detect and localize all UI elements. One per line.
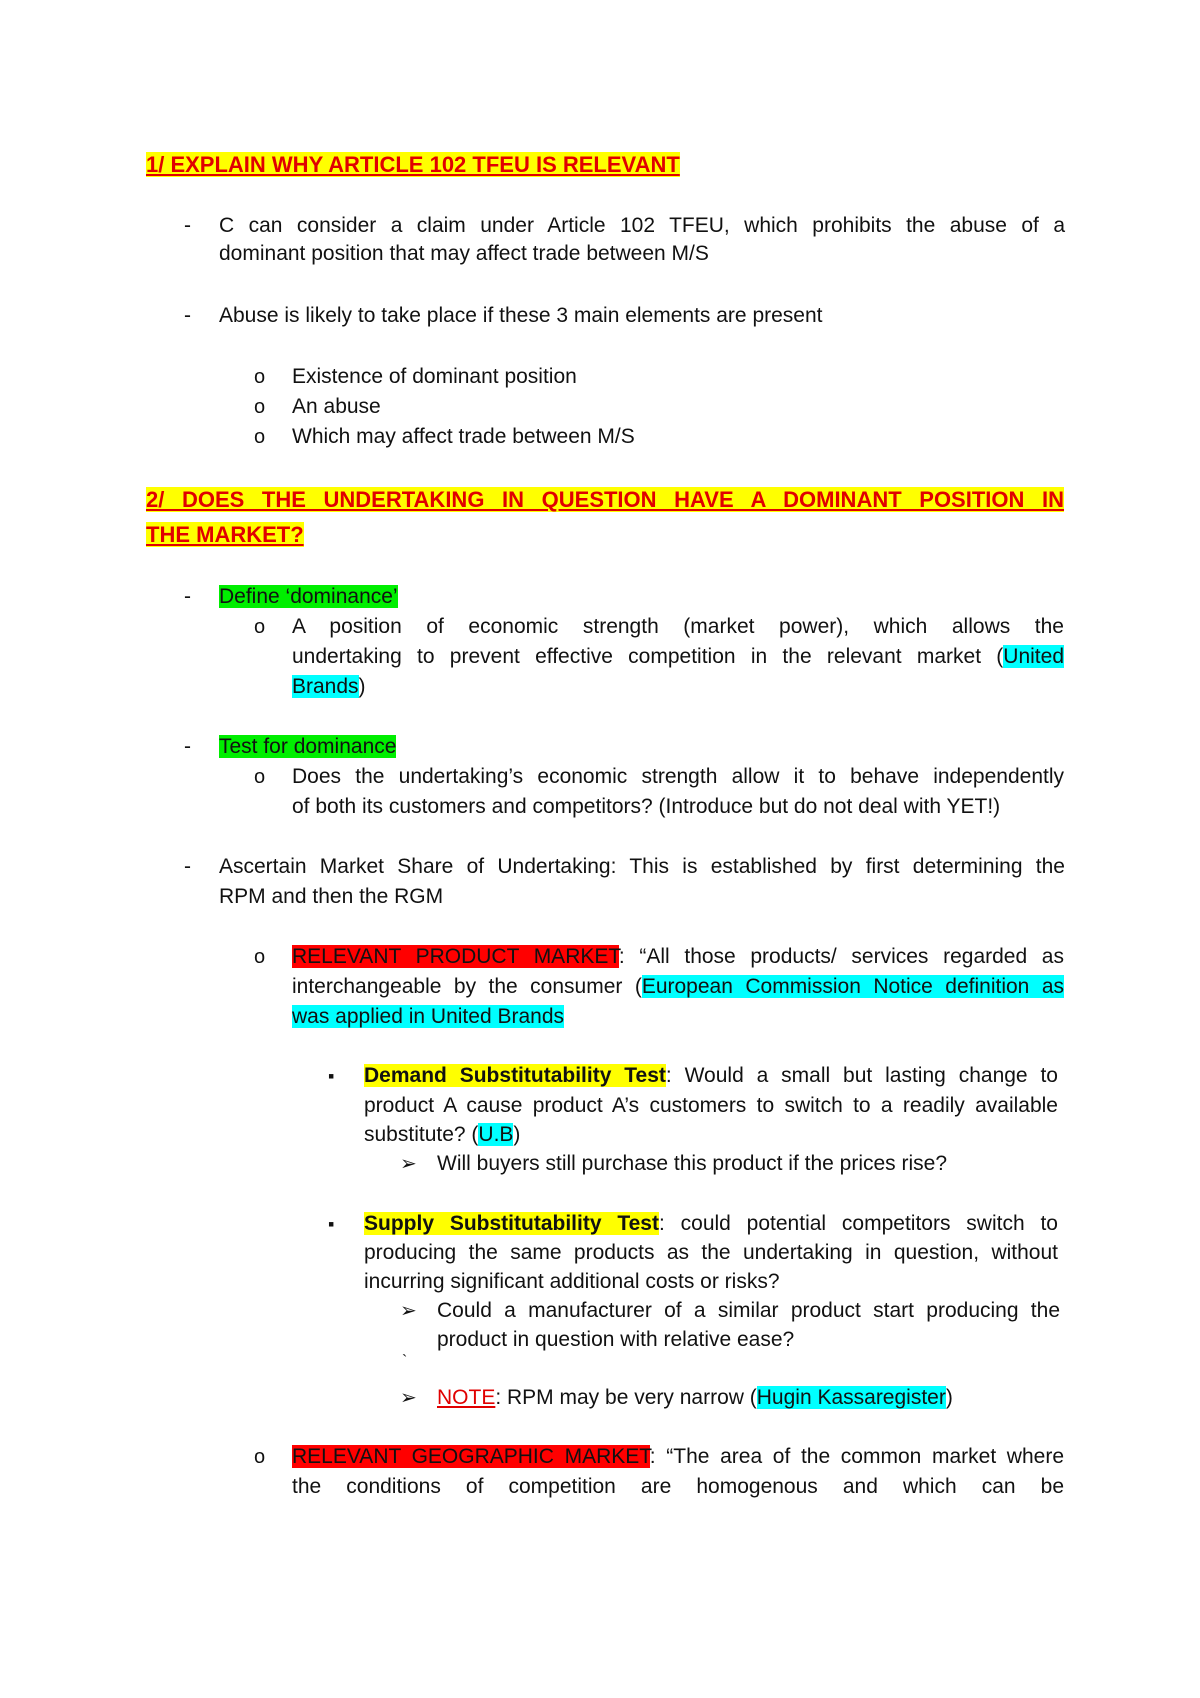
circle-bullet: o (254, 766, 266, 788)
text-span: ) (358, 675, 366, 698)
circle-bullet: o (254, 946, 266, 968)
paragraph-line: producing the same products as the undertaking in question, without (364, 1241, 1058, 1264)
dash-bullet: - (184, 735, 191, 758)
dash-bullet: - (184, 585, 191, 608)
text-span: : RPM may be very narrow ( (495, 1386, 757, 1409)
test-label-text: Test for dominance (219, 735, 397, 758)
square-bullet: ▪ (328, 1214, 335, 1234)
supply-label: Supply Substitutability Test (364, 1212, 659, 1235)
case-highlight: U.B (478, 1123, 514, 1146)
paragraph-line: dominant position that may affect trade between M/S (219, 242, 709, 265)
rgm-label: RELEVANT GEOGRAPHIC MARKET (292, 1445, 650, 1468)
paragraph-line (364, 1062, 1058, 1090)
heading-2-line-2 (146, 520, 304, 550)
arrow-bullet: ➢ (400, 1300, 417, 1322)
paragraph-line (292, 1443, 1064, 1471)
paragraph-line (364, 1210, 1058, 1238)
text-span: ) (513, 1123, 521, 1146)
circle-bullet: o (254, 426, 266, 448)
paragraph-line: Abuse is likely to take place if these 3 main elements are present (219, 304, 823, 327)
paragraph-line: Will buyers still purchase this product if the prices rise? (437, 1152, 948, 1175)
paragraph-line (364, 1121, 520, 1149)
case-highlight: Hugin Kassaregister (756, 1386, 946, 1409)
paragraph-line: of both its customers and competitors? (Introduce but do not deal with YET!) (292, 795, 1001, 818)
list-item: An abuse (292, 395, 381, 418)
heading-1 (146, 150, 680, 180)
dash-bullet: - (184, 214, 191, 237)
text-span: : Would a small but lasting change to (665, 1064, 1058, 1087)
list-item: Which may affect trade between M/S (292, 425, 635, 448)
rpm-label: RELEVANT PRODUCT MARKET (292, 945, 619, 968)
dash-bullet: - (184, 855, 191, 878)
paragraph-line: product A cause product A’s customers to switch to a readily available (364, 1094, 1058, 1117)
paragraph-line: A position of economic strength (market power), which allows the (292, 615, 1064, 638)
stray-mark: ` (402, 1353, 408, 1370)
paragraph-line (437, 1384, 953, 1412)
circle-bullet: o (254, 616, 266, 638)
case-highlight: European Commission Notice definition as (641, 975, 1064, 998)
list-item: Existence of dominant position (292, 365, 577, 388)
paragraph-line (292, 1003, 564, 1031)
text-span: : “All those products/ services regarded as (618, 945, 1064, 968)
paragraph-line: the conditions of competition are homogenous and which can be (292, 1475, 1064, 1498)
paragraph-line: Does the undertaking’s economic strength allow it to behave independently (292, 765, 1064, 788)
heading-2-text: THE MARKET? (146, 522, 304, 547)
note-label: NOTE (437, 1386, 496, 1409)
paragraph-line: RPM and then the RGM (219, 885, 444, 908)
heading-1-text: 1/ EXPLAIN WHY ARTICLE 102 TFEU IS RELEVANT (146, 152, 680, 177)
case-highlight: was applied in United Brands (292, 1005, 564, 1028)
dash-bullet: - (184, 304, 191, 327)
test-label (219, 733, 396, 761)
arrow-bullet: ➢ (400, 1387, 417, 1409)
text-span: interchangeable by the consumer ( (292, 975, 642, 998)
text-span: : “The area of the common market where (649, 1445, 1064, 1468)
text-span: : could potential competitors switch to (658, 1212, 1058, 1235)
case-highlight: United (1003, 645, 1064, 668)
text-span: undertaking to prevent effective competition in the relevant market ( (292, 645, 1004, 668)
text-span: ) (945, 1386, 953, 1409)
paragraph-line: Could a manufacturer of a similar product start producing the (437, 1299, 1060, 1322)
square-bullet: ▪ (328, 1066, 335, 1086)
demand-label: Demand Substitutability Test (364, 1064, 666, 1087)
paragraph-line (292, 973, 1064, 1001)
paragraph-line (292, 643, 1064, 671)
paragraph-line (292, 943, 1064, 971)
paragraph-line: product in question with relative ease? (437, 1328, 795, 1351)
paragraph-line: incurring significant additional costs or risks? (364, 1270, 780, 1293)
heading-2-line-1 (146, 485, 1064, 515)
circle-bullet: o (254, 396, 266, 418)
arrow-bullet: ➢ (400, 1153, 417, 1175)
case-highlight: Brands (292, 675, 359, 698)
paragraph-line (292, 673, 366, 701)
circle-bullet: o (254, 1446, 266, 1468)
define-label-text: Define ‘dominance’ (219, 585, 398, 608)
paragraph-line: C can consider a claim under Article 102 TFEU, which prohibits the abuse of a (219, 214, 1065, 237)
text-span: substitute? ( (364, 1123, 479, 1146)
heading-2-text: 2/ DOES THE UNDERTAKING IN QUESTION HAVE A DOMINANT POSITION IN (146, 487, 1064, 512)
paragraph-line: Ascertain Market Share of Undertaking: This is established by first determining the (219, 855, 1065, 878)
circle-bullet: o (254, 366, 266, 388)
define-label (219, 583, 398, 611)
